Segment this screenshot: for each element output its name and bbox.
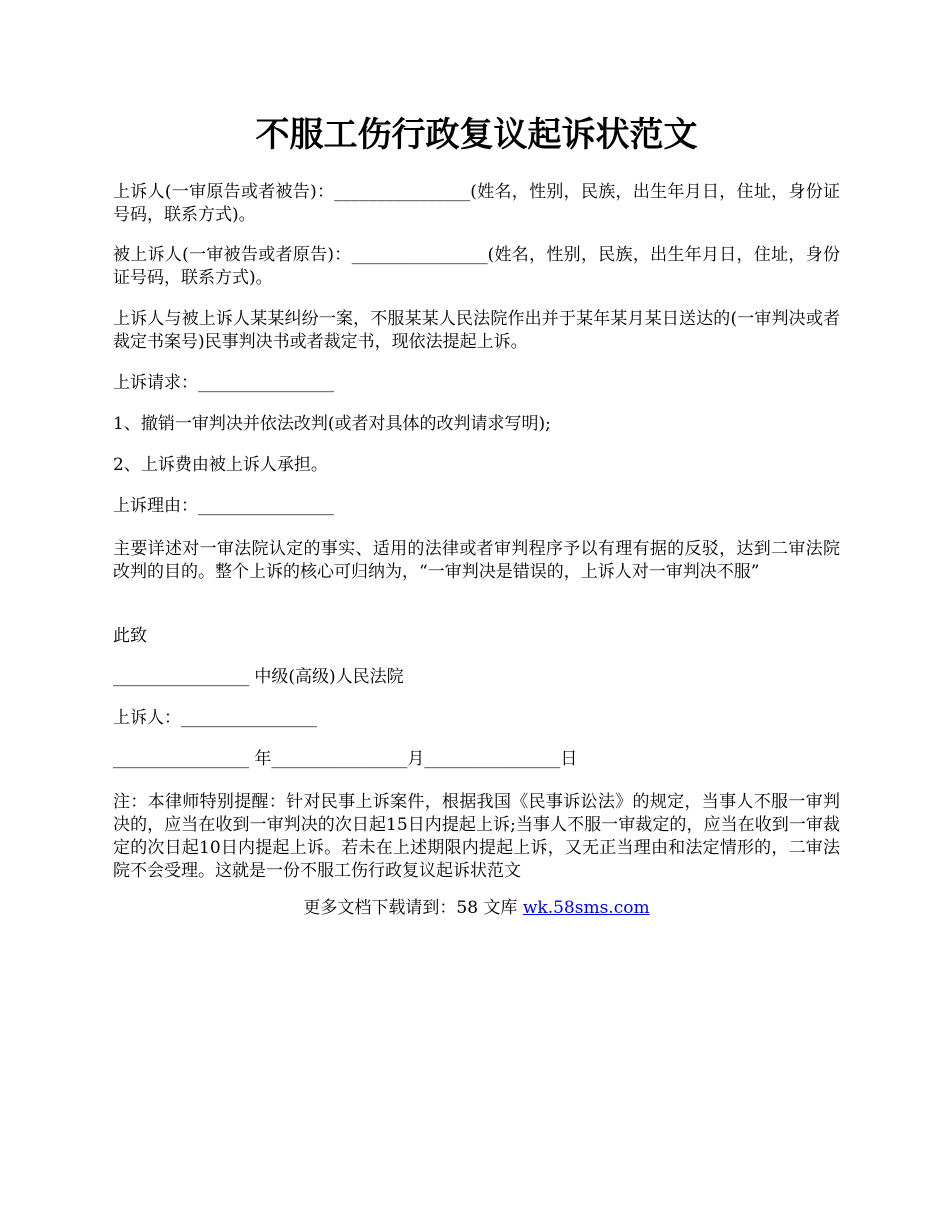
appeal-request-item-1: 1、撤销一审判决并依法改判(或者对具体的改判请求写明); xyxy=(113,414,551,434)
document-title: 不服工伤行政复议起诉状范文 xyxy=(255,115,698,155)
website-link[interactable]: wk.58sms.com xyxy=(522,898,650,918)
appeal-reason-paragraph: 主要详述对一审法院认定的事实、适用的法律或者审判程序予以有理有据的反驳，达到二审法院改判的目的。整个上诉的核心可归纳为，“一审判决是错误的，上诉人对一审判决不服” xyxy=(113,539,840,582)
appellant-paragraph: 上诉人(一审原告或者被告)：________________(姓名，性别，民族，出生年月日，住址，身份证号码，联系方式)。 xyxy=(113,182,840,225)
lawyer-note-paragraph: 注：本律师特别提醒：针对民事上诉案件，根据我国《民事诉讼法》的规定，当事人不服一审判决的，应当在收到一审判决的次日起15日内提起上诉;当事人不服一审裁定的，应当在收到一审裁定的次日起10日内提起上诉。若未在上述期限内提起上诉，又无正当理由和法定情形的，二审法院不会受理。这就是一份不服工伤行政复议起诉状范文 xyxy=(113,792,840,881)
download-footer xyxy=(113,897,840,920)
footer-prefix: 更多文档下载请到：58 文库 xyxy=(303,898,523,918)
appeal-reason-heading: 上诉理由：________________ xyxy=(113,496,334,516)
appellee-paragraph: 被上诉人(一审被告或者原告)：________________(姓名，性别，民族，出生年月日，住址，身份证号码，联系方式)。 xyxy=(113,245,840,288)
appellant-signature-line: 上诉人：________________ xyxy=(113,708,317,728)
salutation: 此致 xyxy=(113,626,147,646)
case-intro-paragraph: 上诉人与被上诉人某某纠纷一案，不服某某人民法院作出并于某年某月某日送达的(一审判决或者裁定书案号)民事判决书或者裁定书，现依法提起上诉。 xyxy=(113,309,840,352)
court-line: ________________ 中级(高级)人民法院 xyxy=(113,667,404,687)
appeal-request-heading: 上诉请求：________________ xyxy=(113,373,334,393)
appeal-request-item-2: 2、上诉费由被上诉人承担。 xyxy=(113,455,328,475)
date-line: ________________ 年________________月________________日 xyxy=(113,749,578,769)
